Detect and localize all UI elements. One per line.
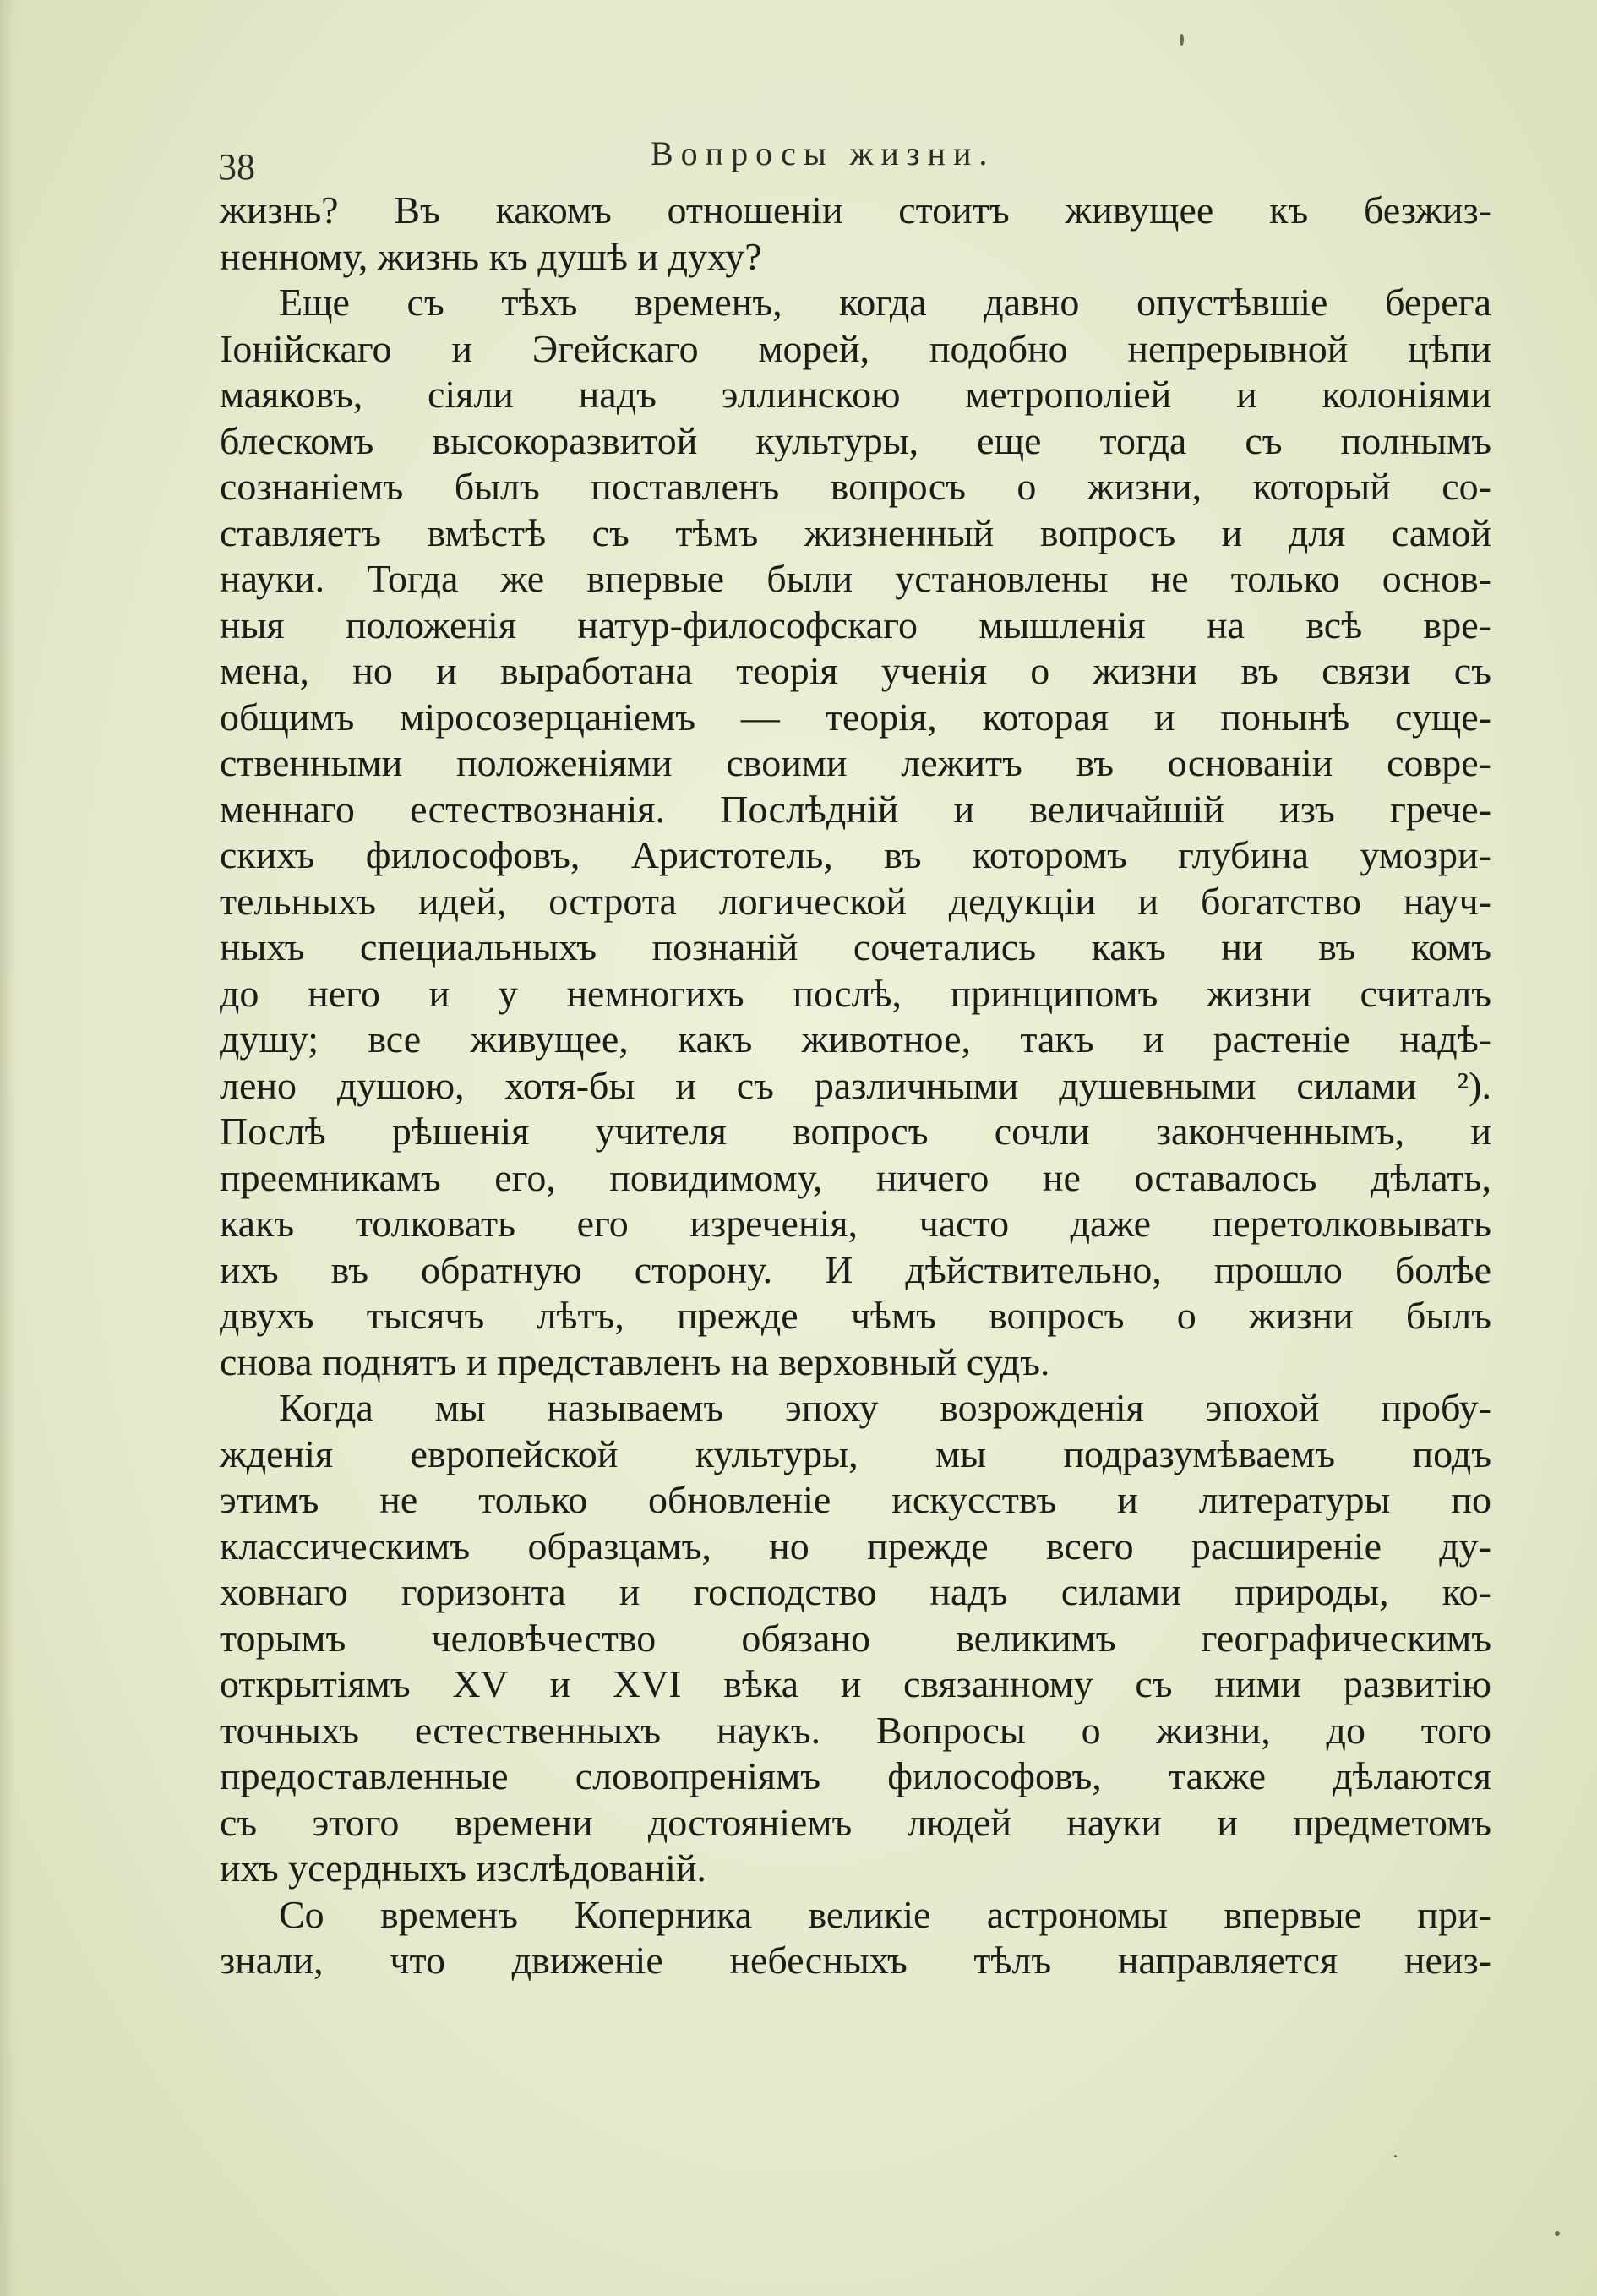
text-line: ненному, жизнь къ душѣ и духу? [220, 234, 762, 278]
running-head [218, 127, 1502, 186]
text-line: до него и у немногихъ послѣ, принципомъ жизни считалъ [220, 971, 1491, 1015]
text-line: жденiя европейской культуры, мы подразумѣваемъ подъ [220, 1432, 1491, 1475]
text-line: ихъ усердныхъ изслѣдованiй. [220, 1846, 706, 1890]
paper-speck [1394, 2155, 1397, 2157]
text-line: ныхъ специальныхъ познанiй сочетались какъ ни въ комъ [220, 925, 1491, 968]
text-line: Еще съ тѣхъ временъ, когда давно опустѣвшiе берега [279, 281, 1491, 324]
text-line: ихъ въ обратную сторону. И дѣйствительно, прошло болѣе [220, 1247, 1491, 1291]
text-line: съ этого времени достоянiемъ людей науки и предметомъ [220, 1800, 1491, 1844]
text-line: предоставленные словопренiямъ философовъ, также дѣлаются [220, 1754, 1491, 1797]
text-line: двухъ тысячъ лѣтъ, прежде чѣмъ вопросъ о жизни былъ [220, 1294, 1491, 1337]
text-line: тельныхъ идей, острота логической дедукцiи и богатство науч- [220, 879, 1491, 923]
text-line: лено душою, хотя-бы и съ различными душевными силами ²). [220, 1063, 1491, 1107]
text-line: ственными положенiями своими лежитъ въ основанiи совре- [220, 741, 1491, 784]
text-line: какъ толковать его изреченiя, часто даже перетолковывать [220, 1202, 1491, 1245]
text-line: открытiямъ XV и XVI вѣка и связанному съ ними развитiю [220, 1662, 1491, 1705]
text-line: снова поднятъ и представленъ на верховный судъ. [220, 1339, 1050, 1383]
text-line: мена, но и выработана теорiя ученiя о жизни въ связи съ [220, 649, 1491, 692]
text-line: блескомъ высокоразвитой культуры, еще тогда съ полнымъ [220, 418, 1491, 462]
paper-speck [1555, 2231, 1560, 2236]
text-line: маяковъ, сiяли надъ эллинскою метрополiей и колонiями [220, 373, 1491, 416]
text-line: общимъ мiросозерцанiемъ — теорiя, которая и понынѣ суще- [220, 695, 1491, 739]
text-line: Iонiйскаго и Эгейскаго морей, подобно непрерывной цѣпи [220, 326, 1491, 370]
page-number: 38 [218, 146, 255, 188]
text-line: преемникамъ его, повидимому, ничего не оставалось дѣлать, [220, 1155, 1491, 1199]
text-line: науки. Тогда же впервые были установлены не только основ- [220, 557, 1491, 600]
text-line: ховнаго горизонта и господство надъ силами природы, ко- [220, 1570, 1491, 1613]
text-line: ставляетъ вмѣстѣ съ тѣмъ жизненный вопросъ и для самой [220, 510, 1491, 554]
text-line: торымъ человѣчество обязано великимъ географическимъ [220, 1616, 1491, 1660]
text-line: жизнь? Въ какомъ отношенiи стоитъ живущее къ безжиз- [220, 188, 1491, 232]
text-line: душу; все живущее, какъ животное, такъ и растенiе надѣ- [220, 1017, 1491, 1061]
text-line: Когда мы называемъ эпоху возрожденiя эпохой пробу- [279, 1386, 1491, 1429]
text-line: сознанiемъ былъ поставленъ вопросъ о жизни, который со- [220, 465, 1491, 508]
body-text [220, 188, 1491, 1984]
text-line: ныя положенiя натур-философскаго мышленiя на всѣ вре- [220, 603, 1491, 646]
text-line: этимъ не только обновленiе искусствъ и литературы по [220, 1478, 1491, 1521]
running-title: Вопросы жизни. [651, 134, 995, 172]
text-line: Послѣ рѣшенiя учителя вопросъ сочли законченнымъ, и [220, 1110, 1491, 1153]
page-edge-shadow [0, 0, 15, 2296]
text-line: скихъ философовъ, Аристотель, въ которомъ глубина умозри- [220, 833, 1491, 876]
text-line: знали, что движенiе небесныхъ тѣлъ направляется неиз- [220, 1939, 1491, 1982]
text-line: точныхъ естественныхъ наукъ. Вопросы о жизни, до того [220, 1708, 1491, 1752]
text-line: меннаго естествознанiя. Послѣднiй и величайшiй изъ грече- [220, 787, 1491, 831]
text-line: Со временъ Коперника великiе астрономы впервые при- [279, 1892, 1491, 1936]
text-line: классическимъ образцамъ, но прежде всего расширенiе ду- [220, 1524, 1491, 1568]
paper-speck [1180, 34, 1184, 46]
